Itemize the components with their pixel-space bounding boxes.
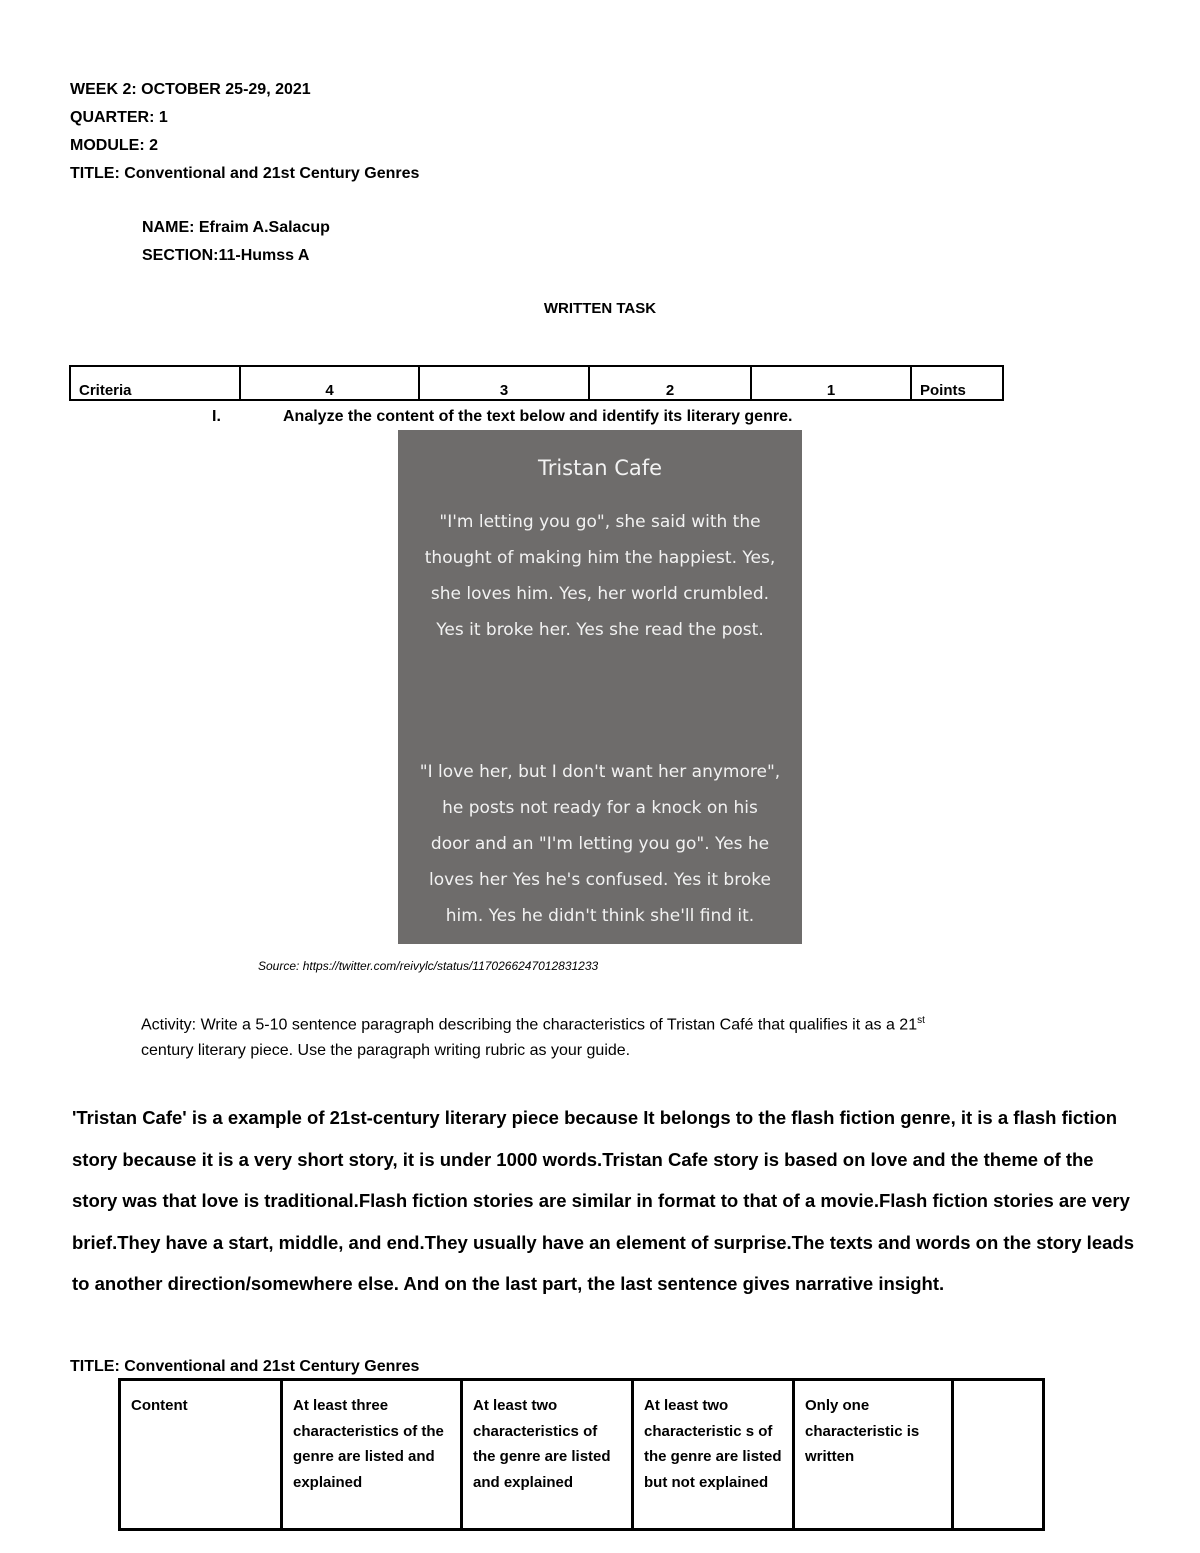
student-name: NAME: Efraim A.Salacup [142,219,330,236]
table-row [70,366,1003,400]
score-2-header: 2 [589,366,751,400]
answer-paragraph: 'Tristan Cafe' is a example of 21st-century literary piece because It belongs to the flash fiction genre, it is a flash fiction story because it is a very short story, it is under 1000 words.Tristan Cafe story is based on love and the theme of the story was that love is traditional.Flash fiction stories are similar in format to that of a movie.Flash fiction stories are very brief.They have a start, middle, and end.They usually have an element of surprise.The texts and words on the story leads to another direction/somewhere else. And on the last part, the last sentence gives narrative insight. [72,1107,1134,1294]
story-line: him. Yes he didn't think she'll find it. [445,906,755,926]
story-line: "I love her, but I don't want her anymore", [419,762,781,782]
points-header: Points [911,366,1003,400]
activity-line-1: Activity: Write a 5-10 sentence paragraph describing the characteristics of Tristan Café that qualifies it as a 21 [141,1016,918,1034]
rubric-table [118,1378,1045,1531]
activity-superscript: st [917,1015,925,1026]
source-citation: Source: https://twitter.com/reivylc/status/1170266247012831233 [258,959,599,973]
story-paragraph-2 [408,754,792,934]
instruction-number: I. [212,408,221,425]
rubric-points-cell [953,1380,1044,1530]
rubric-score-4-cell: At least three characteristics of the genre are listed and explained [282,1380,462,1530]
student-section: SECTION:11-Humss A [142,247,310,264]
story-line: Yes it broke her. Yes she read the post. [436,620,764,640]
title-label: TITLE: Conventional and 21st Century Genres [70,165,420,182]
week-label: WEEK 2: OCTOBER 25-29, 2021 [70,81,311,98]
page-title: WRITTEN TASK [543,300,657,317]
story-paragraph-1 [408,504,792,648]
story-line: thought of making him the happiest. Yes, [424,548,776,568]
rubric-score-1-cell: Only one characteristic is written [794,1380,953,1530]
story-line: she loves him. Yes, her world crumbled. [430,584,770,604]
rubric-score-3-cell: At least two characteristics of the genre are listed and explained [462,1380,633,1530]
score-3-header: 3 [419,366,589,400]
module-label: MODULE: 2 [70,137,158,154]
story-line: "I'm letting you go", she said with the [439,512,761,532]
rubric-score-2-cell: At least two characteristic s of the genre are listed but not explained [633,1380,794,1530]
score-1-header: 1 [751,366,911,400]
rubric-content-cell: Content [120,1380,282,1530]
criteria-table [69,365,1004,401]
story-title: Tristan Cafe [537,456,663,480]
table-row [120,1380,1044,1530]
criteria-header: Criteria [70,366,240,400]
story-line: loves her Yes he's confused. Yes it broke [429,870,771,890]
story-image [398,430,802,944]
title-repeat: TITLE: Conventional and 21st Century Genres [70,1358,420,1375]
activity-instructions [141,1008,1111,1064]
quarter-label: QUARTER: 1 [70,109,168,126]
activity-line-2: century literary piece. Use the paragraph writing rubric as your guide. [141,1042,631,1060]
story-line: door and an "I'm letting you go". Yes he [430,834,770,854]
story-line: he posts not ready for a knock on his [442,798,758,818]
score-4-header: 4 [240,366,419,400]
instruction-text: Analyze the content of the text below and identify its literary genre. [283,408,793,425]
